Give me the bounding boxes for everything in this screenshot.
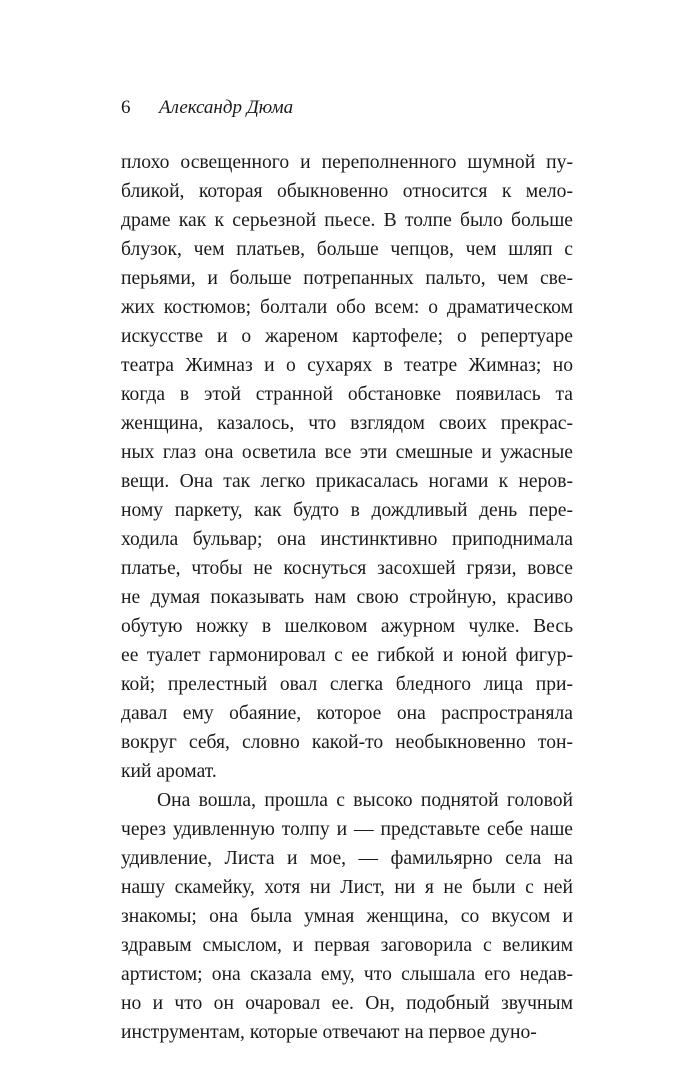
text-line: драме как к серьезной пьесе. В толпе было больше bbox=[121, 210, 573, 231]
text-line: артистом; она сказала ему, что слышала его недав- bbox=[121, 964, 573, 985]
text-line: кий аромат. bbox=[121, 761, 217, 782]
running-head-author: Александр Дюма bbox=[159, 97, 294, 118]
text-line: перьями, и больше потрепанных пальто, чем све- bbox=[121, 268, 573, 289]
running-head bbox=[121, 96, 293, 120]
text-line: давал ему обаяние, которое она распространяла bbox=[121, 703, 573, 724]
text-line: театра Жимназ и о сухарях в театре Жимназ; но bbox=[121, 355, 573, 376]
page-number: 6 bbox=[121, 97, 131, 118]
text-line: знакомы; она была умная женщина, со вкусом и bbox=[121, 906, 573, 927]
text-line: ее туалет гармонировал с ее гибкой и юной фигур- bbox=[121, 645, 573, 666]
text-line: через удивленную толпу и — представьте себе наше bbox=[121, 819, 573, 840]
text-line: вещи. Она так легко прикасалась ногами к неров- bbox=[121, 471, 573, 492]
text-line: платье, чтобы не коснуться засохшей грязи, вовсе bbox=[121, 558, 573, 579]
text-line: здравым смыслом, и первая заговорила с великим bbox=[121, 935, 573, 956]
text-line: вокруг себя, словно какой-то необыкновенно тон- bbox=[121, 732, 573, 753]
text-line: но и что он очаровал ее. Он, подобный звучным bbox=[121, 993, 573, 1014]
paragraph bbox=[121, 148, 573, 786]
text-line: блузок, чем платьев, больше чепцов, чем шляп с bbox=[121, 239, 573, 260]
text-line: жих костюмов; болтали обо всем: о драматическом bbox=[121, 297, 573, 318]
text-line: искусстве и о жареном картофеле; о репертуаре bbox=[121, 326, 573, 347]
text-line: кой; прелестный овал слегка бледного лица при- bbox=[121, 674, 573, 695]
text-line: инструментам, которые отвечают на первое дуно- bbox=[121, 1022, 537, 1043]
text-line: ному паркету, как будто в дождливый день пере- bbox=[121, 500, 573, 521]
text-line: обутую ножку в шелковом ажурном чулке. Весь bbox=[121, 616, 573, 637]
text-line: когда в этой странной обстановке появилась та bbox=[121, 384, 573, 405]
text-line: не думая показывать нам свою стройную, красиво bbox=[121, 587, 573, 608]
text-line: плохо освещенного и переполненного шумной пу- bbox=[121, 152, 573, 173]
text-line: нашу скамейку, хотя ни Лист, ни я не были с ней bbox=[121, 877, 573, 898]
paragraph bbox=[121, 786, 573, 1047]
text-line: женщина, казалось, что взглядом своих прекрас- bbox=[121, 413, 573, 434]
text-line: ходила бульвар; она инстинктивно приподнимала bbox=[121, 529, 573, 550]
body-text bbox=[121, 148, 573, 1047]
text-line: Она вошла, прошла с высоко поднятой головой bbox=[157, 790, 573, 811]
text-line: бликой, которая обыкновенно относится к мело- bbox=[121, 181, 573, 202]
text-line: ных глаз она осветила все эти смешные и ужасные bbox=[121, 442, 573, 463]
text-line: удивление, Листа и мое, — фамильярно села на bbox=[121, 848, 573, 869]
